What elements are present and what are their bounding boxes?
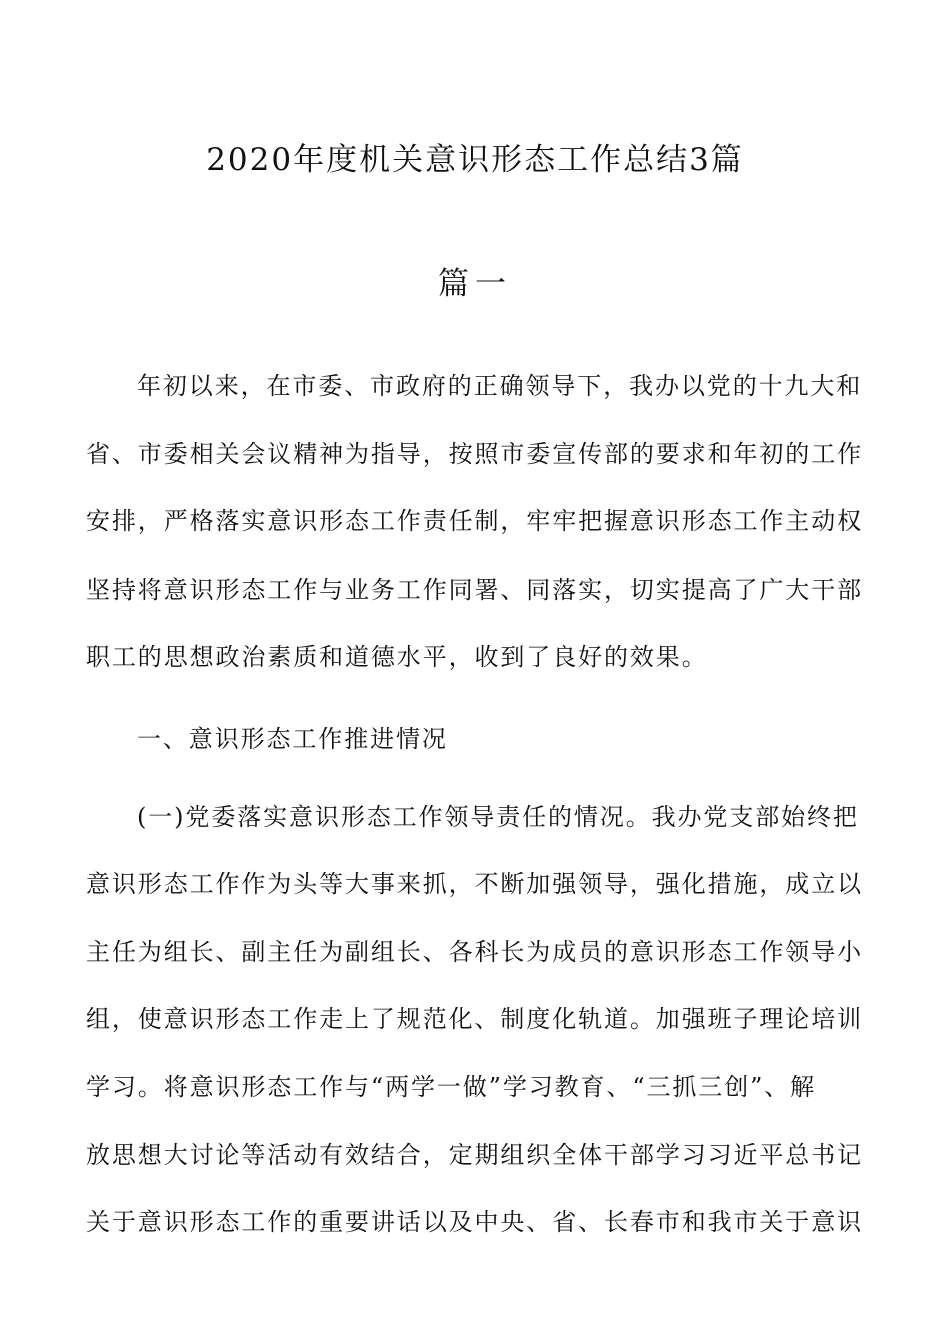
paragraph-line: 职工的思想政治素质和道德水平，收到了良好的效果。 (86, 643, 708, 671)
paragraph-line: 组，使意识形态工作走上了规范化、制度化轨道。加强班子理论培训 (86, 1005, 863, 1033)
paragraph-line: 省、市委相关会议精神为指导，按照市委宣传部的要求和年初的工作 (86, 440, 863, 468)
paragraph-line: 放思想大讨论等活动有效结合，定期组织全体干部学习习近平总书记 (86, 1141, 863, 1169)
paragraph-line: 意识形态工作作为头等大事来抓，不断加强领导，强化措施，成立以 (86, 870, 863, 898)
section-heading-line: 一、意识形态工作推进情况 (137, 725, 448, 753)
paragraph-line: 坚持将意识形态工作与业务工作同署、同落实，切实提高了广大干部 (86, 576, 863, 604)
section-heading: 篇一 (438, 266, 512, 302)
paragraph-line: (一)党委落实意识形态工作领导责任的情况。我办党支部始终把 (137, 803, 859, 831)
paragraph-line: 关于意识形态工作的重要讲话以及中央、省、长春市和我市关于意识 (86, 1208, 863, 1236)
paragraph-line: 安排，严格落实意识形态工作责任制，牢牢把握意识形态工作主动权 (86, 507, 863, 535)
paragraph-line: 学习。将意识形态工作与“两学一做”学习教育、“三抓三创”、解 (86, 1073, 817, 1101)
paragraph-line: 主任为组长、副主任为副组长、各科长为成员的意识形态工作领导小 (86, 938, 863, 966)
paragraph-line: 年初以来，在市委、市政府的正确领导下，我办以党的十九大和 (137, 372, 863, 400)
document-title: 2020年度机关意识形态工作总结3篇 (206, 142, 744, 178)
